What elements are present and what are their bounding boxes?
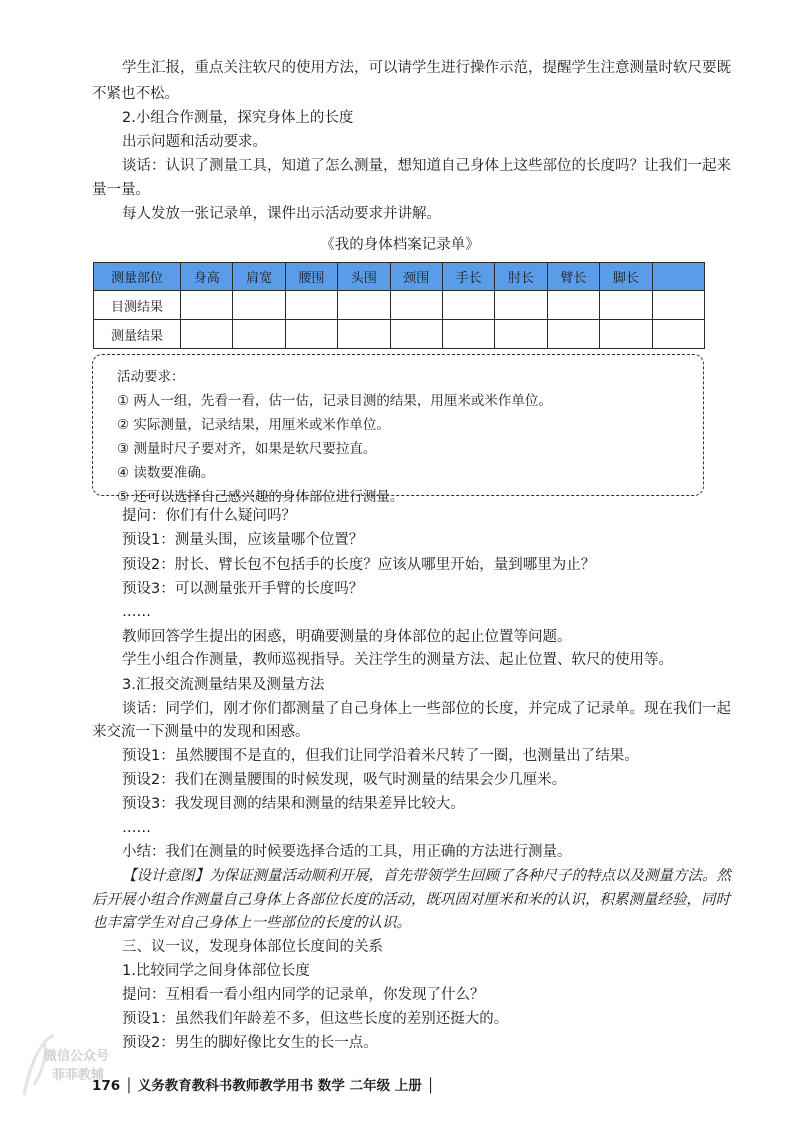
table-cell: [338, 320, 390, 349]
table-cell: [547, 291, 599, 320]
paragraph-line: 预设2：我们在测量腰围的时候发现，吸气时测量的结果会少几厘米。: [122, 772, 567, 788]
paragraph-line: 教师回答学生提出的困惑，明确要测量的身体部位的起止位置等问题。: [122, 629, 572, 645]
section-heading: 三、议一议，发现身体部位长度间的关系: [122, 939, 383, 955]
table-cell: [652, 320, 704, 349]
paragraph-line: 预设2：男生的脚好像比女生的长一点。: [122, 1035, 378, 1051]
table-row: [94, 320, 705, 349]
paragraph-line: 预设1：测量头围，应该量哪个位置？: [122, 532, 364, 548]
section-heading: 3.汇报交流测量结果及测量方法: [122, 677, 325, 693]
table-cell: [652, 291, 704, 320]
design-intent-line: 后开展小组合作测量自己身体上各部位长度的活动，既巩固对厘米和米的认识，积累测量经验，同时: [92, 892, 730, 908]
table-header-cell: 肘长: [495, 263, 547, 291]
paragraph-line: 谈话：认识了测量工具，知道了怎么测量，想知道自己身体上这些部位的长度吗？让我们一起来: [122, 158, 731, 174]
table-row-label: 目测结果: [94, 291, 181, 320]
requirement-item: ① 两人一组，先看一看，估一估，记录目测的结果，用厘米或米作单位。: [117, 393, 552, 409]
paragraph-line: 谈话：同学们，刚才你们都测量了自己身体上一些部位的长度，并完成了记录单。现在我们一起: [122, 701, 731, 717]
table-row: [94, 291, 705, 320]
watermark-text: 微信公众号: [44, 1049, 110, 1064]
design-intent-line: 【设计意图】为保证测量活动顺利开展，首先带领学生回顾了各种尺子的特点以及测量方法。然: [122, 868, 731, 884]
table-header-cell: [652, 263, 704, 291]
requirement-item: ③ 测量时尺子要对齐，如果是软尺要拉直。: [117, 441, 377, 457]
paragraph-line: 预设1：虽然腰围不是直的，但我们让同学沿着米尺转了一圈，也测量出了结果。: [122, 748, 639, 764]
paragraph-line: 预设3：我发现目测的结果和测量的结果差异比较大。: [122, 796, 465, 812]
record-table: [93, 262, 705, 349]
table-header-row: [94, 263, 705, 291]
paragraph-line: 提问：互相看一看小组内同学的记录单，你发现了什么？: [122, 987, 485, 1003]
paragraph-line: 量一量。: [92, 182, 150, 198]
table-cell: [181, 291, 233, 320]
paragraph-line: 出示问题和活动要求。: [122, 134, 267, 150]
section-heading: 2.小组合作测量，探究身体上的长度: [122, 110, 354, 126]
table-header-cell: 脚长: [600, 263, 652, 291]
table-header-cell: 颈围: [390, 263, 442, 291]
paragraph-line: 不紧也不松。: [92, 86, 179, 102]
table-row-label: 测量结果: [94, 320, 181, 349]
requirements-title: 活动要求：: [117, 369, 185, 385]
design-intent-line: 也丰富学生对自己身体上一些部位的长度的认识。: [92, 915, 411, 931]
record-sheet-title: 《我的身体档案记录单》: [320, 237, 480, 253]
paragraph-line: 预设3：可以测量张开手臂的长度吗？: [122, 581, 364, 597]
table-cell: [600, 320, 652, 349]
paragraph-line: 学生小组合作测量，教师巡视指导。关注学生的测量方法、起止位置、软尺的使用等。: [122, 652, 673, 668]
table-cell: [285, 291, 337, 320]
requirement-item: ② 实际测量，记录结果，用厘米或米作单位。: [117, 417, 390, 433]
section-heading: 1.比较同学之间身体部位长度: [122, 963, 310, 979]
table-header-cell: 腰围: [285, 263, 337, 291]
ellipsis: ……: [122, 604, 151, 620]
table-header-cell: 头围: [338, 263, 390, 291]
watermark-text: 菲菲教辅: [52, 1068, 105, 1083]
table-cell: [442, 320, 494, 349]
table-header-cell: 测量部位: [94, 263, 181, 291]
paragraph-line: 来交流一下测量中的发现和困惑。: [92, 724, 310, 740]
table-cell: [285, 320, 337, 349]
table-cell: [547, 320, 599, 349]
table-cell: [233, 291, 285, 320]
paragraph-line: 提问：你们有什么疑问吗？: [122, 508, 296, 524]
paragraph-line: 每人发放一张记录单，课件出示活动要求并讲解。: [122, 206, 441, 222]
requirement-item: ④ 读数要准确。: [117, 465, 215, 481]
paragraph-line: 学生汇报，重点关注软尺的使用方法，可以请学生进行操作示范，提醒学生注意测量时软尺要既: [122, 60, 731, 76]
activity-requirements-box: [92, 354, 704, 505]
table-cell: [495, 320, 547, 349]
paragraph-line: 预设2：肘长、臂长包不包括手的长度？应该从哪里开始，量到哪里为止？: [122, 557, 596, 573]
ellipsis: ……: [122, 820, 151, 836]
paragraph-line: 小结：我们在测量的时候要选择合适的工具，用正确的方法进行测量。: [122, 844, 572, 860]
table-cell: [338, 291, 390, 320]
table-header-cell: 身高: [181, 263, 233, 291]
table-cell: [495, 291, 547, 320]
paragraph-line: 预设1：虽然我们年龄差不多，但这些长度的差别还挺大的。: [122, 1011, 509, 1027]
table-cell: [390, 291, 442, 320]
table-header-cell: 手长: [442, 263, 494, 291]
table-cell: [233, 320, 285, 349]
table-header-cell: 肩宽: [233, 263, 285, 291]
page-footer: 176 │ 义务教育教科书教师教学用书 数学 二年级 上册 │: [92, 1078, 435, 1094]
requirement-item: ⑤ 还可以选择自己感兴趣的身体部位进行测量。: [117, 489, 404, 505]
table-cell: [600, 291, 652, 320]
table-cell: [390, 320, 442, 349]
table-header-cell: 臂长: [547, 263, 599, 291]
table-cell: [181, 320, 233, 349]
table-cell: [442, 291, 494, 320]
